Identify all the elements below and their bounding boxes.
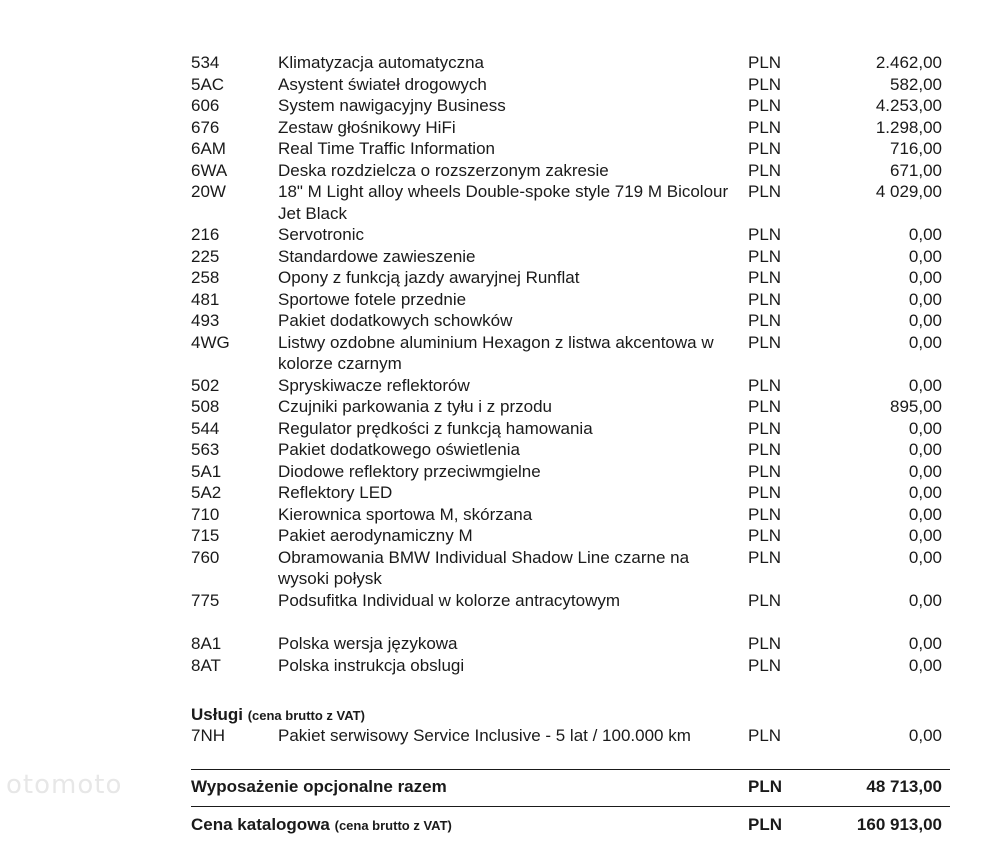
line-item-code: 216: [191, 225, 220, 244]
line-item-description: Polska instrukcja obslugi: [278, 655, 465, 675]
line-item-currency: PLN: [748, 461, 782, 481]
line-item-row: [0, 332, 1000, 375]
line-item-amount: 0,00: [908, 726, 942, 745]
line-item-row: [0, 246, 1000, 268]
line-item-currency: PLN: [748, 504, 782, 524]
line-item-description: Klimatyzacja automatyczna: [278, 53, 484, 72]
line-item-code: 606: [191, 96, 220, 115]
line-item-row: [0, 439, 1000, 461]
line-item-description: 18" M Light alloy wheels Double-spoke style 719 M Bicolour Jet Black: [278, 182, 729, 223]
line-item-amount: 0,00: [908, 655, 942, 675]
line-item-code: 5A1: [191, 461, 222, 481]
line-item-row: [0, 117, 1000, 139]
line-item-amount: 4 029,00: [875, 182, 942, 201]
line-item-row: [0, 138, 1000, 160]
line-item-row: [0, 267, 1000, 289]
line-item-description: Pakiet aerodynamiczny M: [278, 526, 473, 545]
line-item-code: 534: [191, 53, 220, 72]
line-item-amount: 0,00: [908, 225, 942, 244]
line-item-code: 7NH: [191, 726, 226, 745]
line-item-row: [0, 375, 1000, 397]
line-item-amount: 4.253,00: [875, 96, 942, 115]
line-item-description: Servotronic: [278, 225, 364, 244]
services-section-heading: [0, 704, 1000, 725]
options-list: [0, 52, 1000, 611]
line-item-row: [0, 461, 1000, 483]
line-item-description: Regulator prędkości z funkcją hamowania: [278, 418, 593, 438]
options-total-currency: PLN: [748, 777, 782, 796]
line-item-code: 493: [191, 311, 220, 330]
line-item-currency: PLN: [748, 182, 782, 201]
line-item-code: 6WA: [191, 160, 228, 180]
line-item-currency: PLN: [748, 268, 782, 287]
section-spacer: [0, 676, 1000, 704]
line-item-currency: PLN: [748, 418, 782, 438]
line-item-row: [0, 418, 1000, 440]
line-item-description: Podsufitka Individual w kolorze antracytowym: [278, 590, 621, 610]
line-item-row: [0, 181, 1000, 224]
line-item-description: System nawigacyjny Business: [278, 96, 506, 115]
line-item-description: Standardowe zawieszenie: [278, 246, 476, 266]
line-item-currency: PLN: [748, 547, 782, 567]
catalog-price-note: (cena brutto z VAT): [334, 818, 452, 833]
line-item-currency: PLN: [748, 160, 782, 180]
line-item-amount: 1.298,00: [875, 117, 942, 137]
line-item-description: Listwy ozdobne aluminium Hexagon z listwa akcentowa w kolorze czarnym: [278, 332, 714, 373]
services-list: [0, 725, 1000, 768]
line-item-description: Kierownica sportowa M, skórzana: [278, 504, 533, 524]
line-item-currency: PLN: [748, 397, 782, 416]
line-item-amount: 895,00: [890, 397, 942, 416]
line-item-code: 8AT: [191, 655, 221, 675]
line-item-currency: PLN: [748, 289, 782, 309]
services-title: Usługi (cena brutto z VAT): [191, 705, 365, 724]
line-item-description: Czujniki parkowania z tyłu i z przodu: [278, 397, 553, 416]
line-item-row: [0, 74, 1000, 96]
line-item-description: Deska rozdzielcza o rozszerzonym zakresie: [278, 160, 609, 180]
line-item-row: [0, 52, 1000, 74]
line-item-amount: 716,00: [890, 139, 942, 158]
line-item-amount: 0,00: [908, 418, 942, 438]
line-item-description: Diodowe reflektory przeciwmgielne: [278, 461, 541, 481]
line-item-row: [0, 633, 1000, 655]
line-item-amount: 0,00: [908, 375, 942, 395]
line-item-currency: PLN: [748, 440, 782, 459]
line-item-row: [0, 289, 1000, 311]
watermark-logo: otomoto: [6, 770, 123, 800]
line-item-code: 508: [191, 397, 220, 416]
line-item-row: [0, 504, 1000, 526]
line-item-code: 20W: [191, 182, 226, 201]
language-items-list: [0, 633, 1000, 676]
line-item-code: 225: [191, 246, 220, 266]
line-item-code: 481: [191, 289, 220, 309]
line-item-code: 563: [191, 440, 220, 459]
options-total-label: Wyposażenie opcjonalne razem: [191, 777, 447, 796]
line-item-currency: PLN: [748, 225, 782, 244]
section-spacer: [0, 611, 1000, 633]
line-item-amount: 582,00: [890, 74, 942, 94]
line-item-currency: PLN: [748, 590, 782, 610]
line-item-amount: 2.462,00: [875, 53, 942, 72]
line-item-amount: 0,00: [908, 311, 942, 330]
line-item-code: 258: [191, 268, 220, 287]
line-item-code: 502: [191, 375, 220, 395]
line-item-amount: 0,00: [908, 461, 942, 481]
line-item-description: Reflektory LED: [278, 483, 393, 502]
line-item-amount: 0,00: [908, 289, 942, 309]
line-item-row: [0, 482, 1000, 504]
line-item-row: [0, 547, 1000, 590]
line-item-description: Asystent świateł drogowych: [278, 74, 487, 94]
line-item-currency: PLN: [748, 74, 782, 94]
line-item-description: Spryskiwacze reflektorów: [278, 375, 470, 395]
line-item-row: [0, 396, 1000, 418]
line-item-currency: PLN: [748, 483, 782, 502]
line-item-amount: 0,00: [908, 526, 942, 545]
line-item-code: 676: [191, 117, 220, 137]
line-item-description: Polska wersja językowa: [278, 634, 458, 653]
line-item-row: [0, 590, 1000, 612]
line-item-code: 760: [191, 547, 220, 567]
line-item-description: Obramowania BMW Individual Shadow Line czarne na wysoki połysk: [278, 547, 690, 588]
line-item-row: [0, 160, 1000, 182]
catalog-price-amount: 160 913,00: [856, 815, 942, 834]
line-item-description: Sportowe fotele przednie: [278, 289, 467, 309]
catalog-price-label: Cena katalogowa (cena brutto z VAT): [191, 815, 452, 834]
line-item-description: Pakiet dodatkowych schowków: [278, 311, 513, 330]
catalog-price-currency: PLN: [748, 815, 782, 834]
line-item-code: 715: [191, 526, 220, 545]
line-item-code: 5A2: [191, 483, 222, 502]
line-item-amount: 0,00: [908, 547, 942, 567]
line-item-row: [0, 725, 1000, 768]
line-item-currency: PLN: [748, 96, 782, 115]
line-item-description: Opony z funkcją jazdy awaryjnej Runflat: [278, 268, 580, 287]
line-item-code: 8A1: [191, 634, 222, 653]
line-item-amount: 0,00: [908, 504, 942, 524]
line-item-amount: 0,00: [908, 268, 942, 287]
line-item-amount: 0,00: [908, 483, 942, 502]
price-list-document: [0, 52, 1000, 844]
options-total-amount: 48 713,00: [866, 777, 942, 796]
line-item-amount: 0,00: [908, 440, 942, 459]
line-item-currency: PLN: [748, 246, 782, 266]
line-item-amount: 0,00: [908, 332, 942, 352]
line-item-row: [0, 224, 1000, 246]
line-item-currency: PLN: [748, 53, 782, 72]
line-item-code: 6AM: [191, 139, 226, 158]
line-item-row: [0, 310, 1000, 332]
line-item-amount: 671,00: [890, 160, 942, 180]
line-item-code: 4WG: [191, 332, 230, 352]
line-item-currency: PLN: [748, 311, 782, 330]
line-item-currency: PLN: [748, 726, 782, 745]
line-item-currency: PLN: [748, 332, 782, 352]
line-item-currency: PLN: [748, 526, 782, 545]
options-total-row: [0, 768, 1000, 806]
line-item-code: 5AC: [191, 74, 225, 94]
line-item-description: Real Time Traffic Information: [278, 139, 495, 158]
line-item-currency: PLN: [748, 375, 782, 395]
line-item-code: 775: [191, 590, 220, 610]
line-item-row: [0, 525, 1000, 547]
line-item-row: [0, 95, 1000, 117]
line-item-row: [0, 655, 1000, 677]
line-item-currency: PLN: [748, 139, 782, 158]
line-item-description: Pakiet dodatkowego oświetlenia: [278, 440, 520, 459]
line-item-amount: 0,00: [908, 590, 942, 610]
line-item-code: 544: [191, 418, 220, 438]
line-item-currency: PLN: [748, 655, 782, 675]
line-item-amount: 0,00: [908, 634, 942, 653]
line-item-amount: 0,00: [908, 246, 942, 266]
line-item-description: Pakiet serwisowy Service Inclusive - 5 lat / 100.000 km: [278, 726, 691, 745]
line-item-currency: PLN: [748, 634, 782, 653]
line-item-currency: PLN: [748, 117, 782, 137]
line-item-code: 710: [191, 504, 220, 524]
line-item-description: Zestaw głośnikowy HiFi: [278, 117, 456, 137]
services-title-note: (cena brutto z VAT): [247, 708, 365, 723]
